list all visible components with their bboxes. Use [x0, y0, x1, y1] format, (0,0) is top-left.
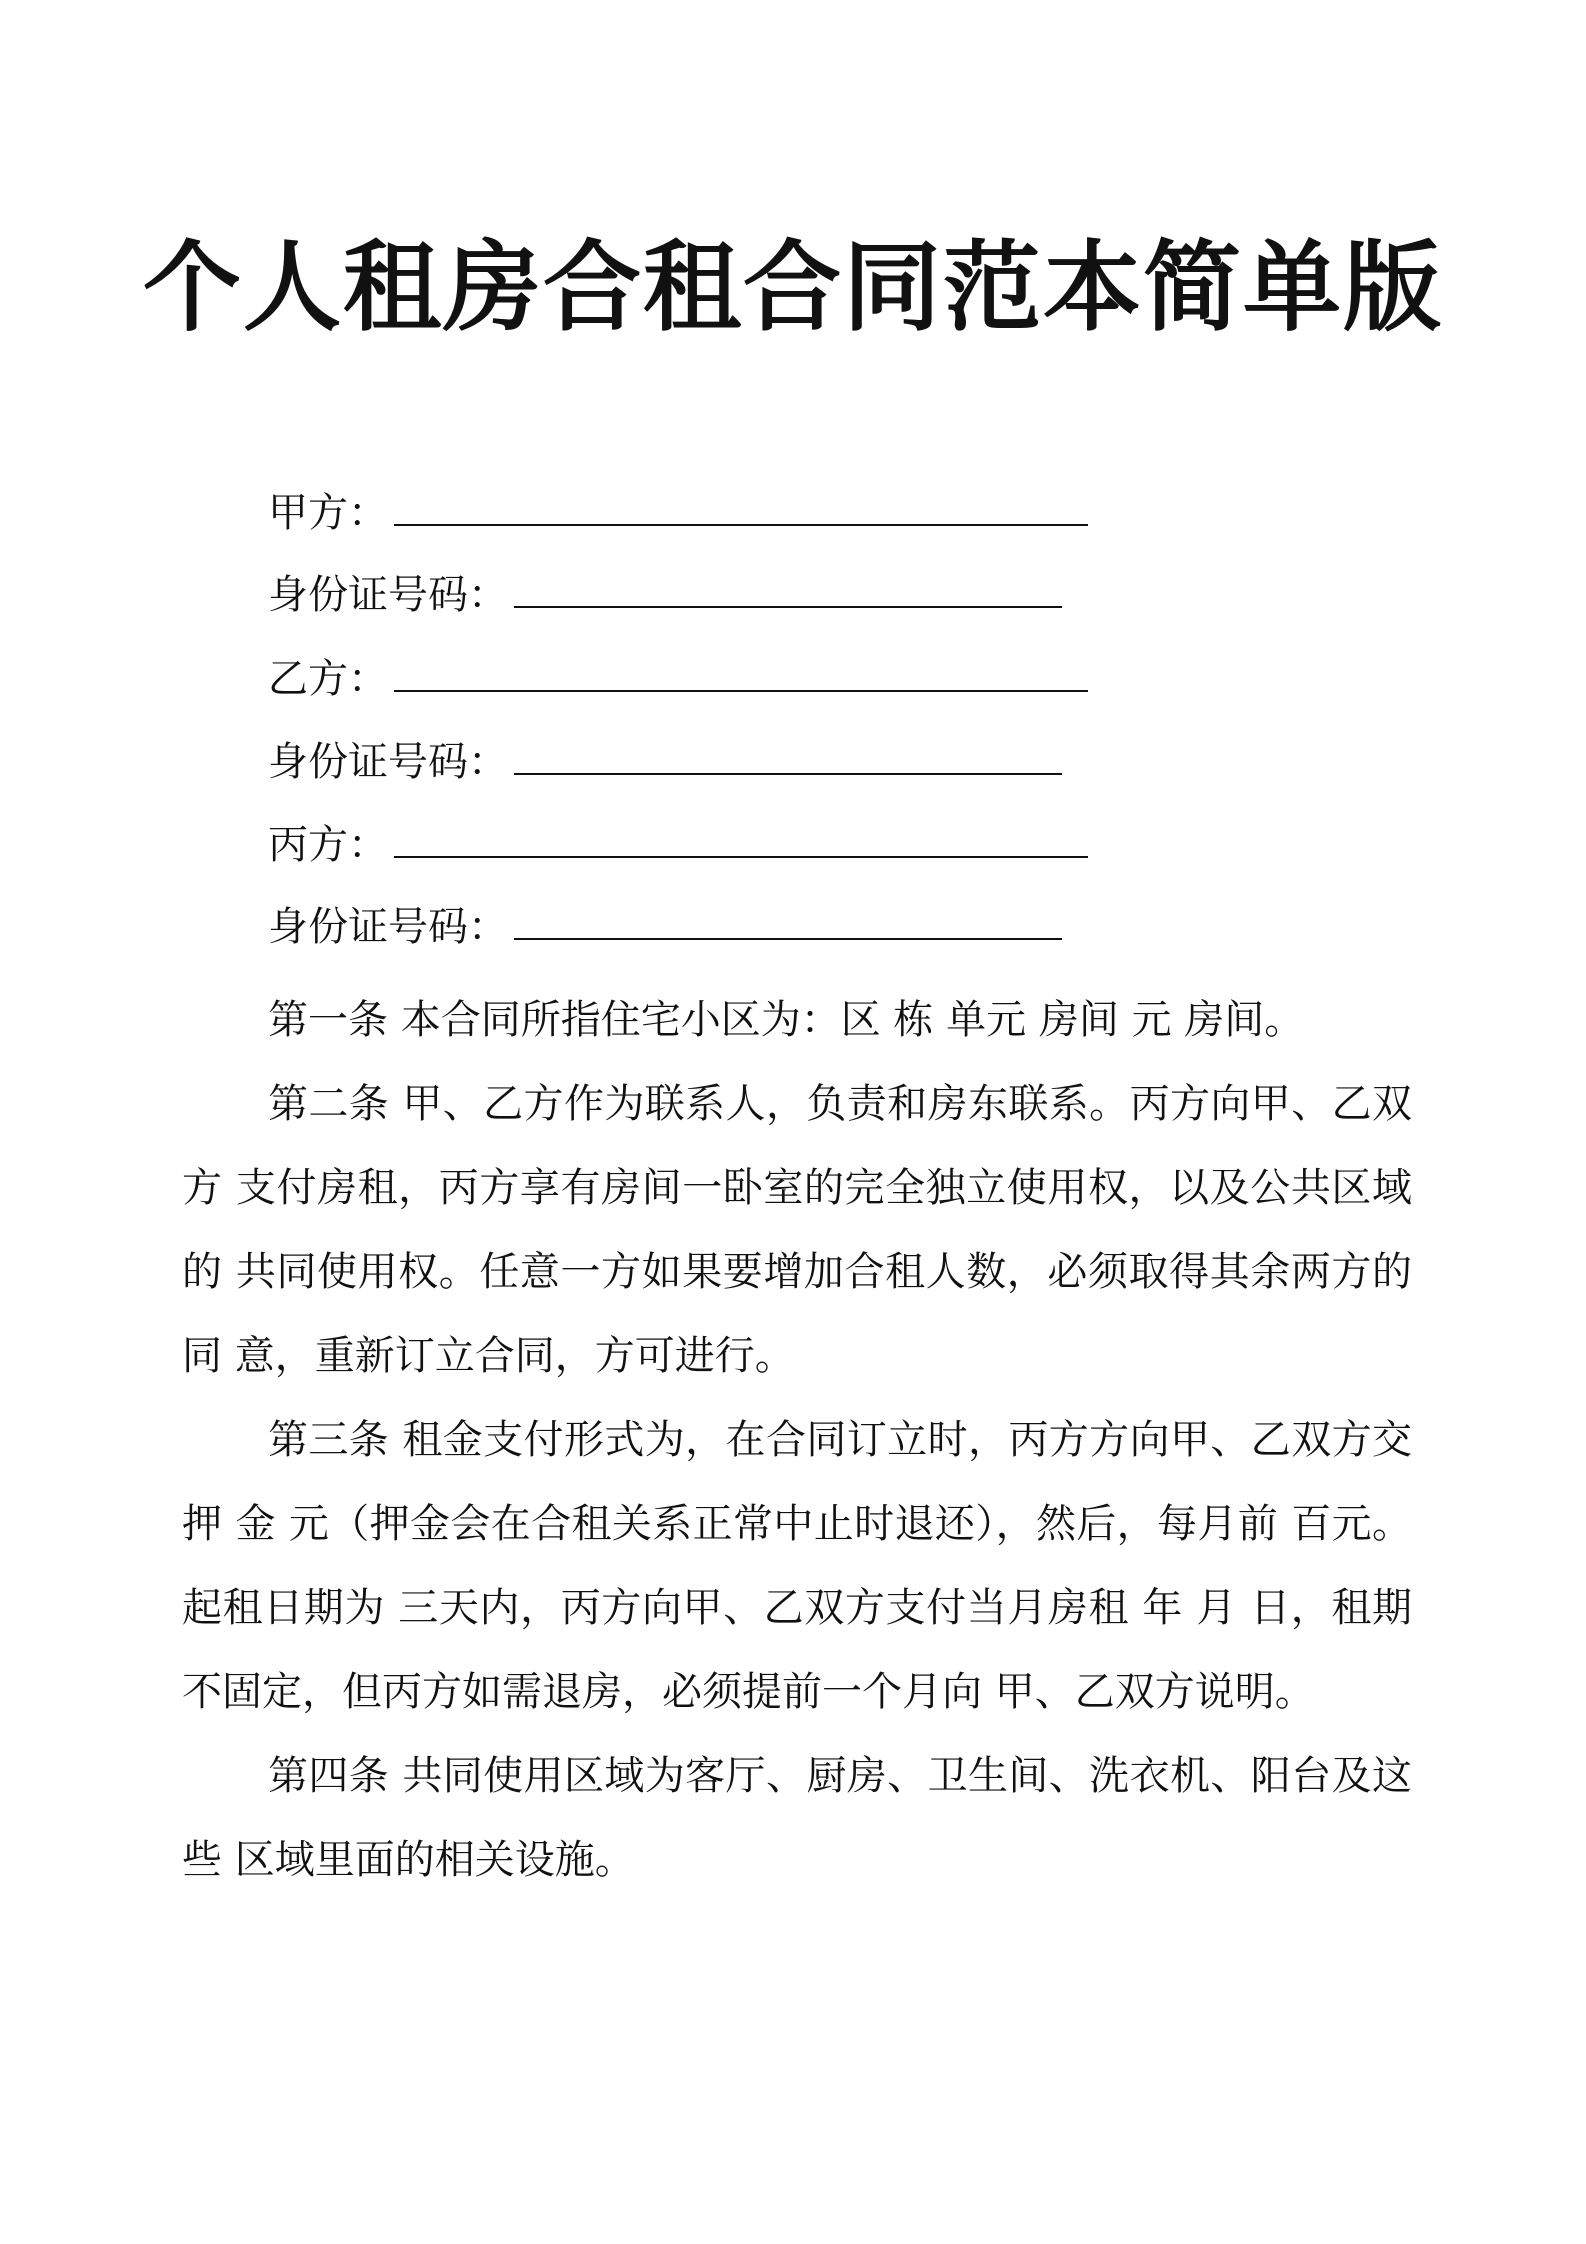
party-c-blank: [394, 816, 1088, 858]
party-c-line: [268, 816, 1088, 873]
party-b-label: 乙方：: [268, 656, 388, 702]
clause-3: 第三条 租金支付形式为，在合同订立时，丙方方向甲、乙双方交押 金 元（押金会在合租关系正常中止时退还），然后，每月前 百元。起租日期为 三天内，丙方向甲、乙双方支付当月房租 年 月 日，租期不固定，但丙方如需退房，必须提前一个月向 甲、乙双方说明。: [182, 1417, 1412, 1715]
party-b-id-label: 身份证号码：: [268, 739, 508, 785]
party-b-id-line: [268, 733, 1062, 790]
party-c-id-blank: [514, 898, 1062, 940]
party-c-id-label: 身份证号码：: [268, 904, 508, 950]
party-b-line: [268, 650, 1088, 707]
clause-2: 第二条 甲、乙方作为联系人，负责和房东联系。丙方向甲、乙双方 支付房租，丙方享有房间一卧室的完全独立使用权，以及公共区域的 共同使用权。任意一方如果要增加合租人数，必须取得其余两方的同 意，重新订立合同，方可进行。: [182, 1081, 1412, 1379]
party-a-label: 甲方：: [268, 490, 388, 536]
contract-clauses: [182, 978, 1412, 1902]
party-c-id-line: [268, 898, 1062, 955]
party-a-id-blank: [514, 566, 1062, 608]
party-a-blank: [394, 484, 1088, 526]
document-title: 个人租房合租合同范本简单版: [142, 231, 1443, 345]
party-c-label: 丙方：: [268, 822, 388, 868]
party-a-id-line: [268, 566, 1062, 623]
clause-1: 第一条 本合同所指住宅小区为：区 栋 单元 房间 元 房间。: [268, 997, 1305, 1043]
party-a-line: [268, 484, 1088, 541]
party-b-id-blank: [514, 733, 1062, 775]
party-a-id-label: 身份证号码：: [268, 572, 508, 618]
clause-4: 第四条 共同使用区域为客厅、厨房、卫生间、洗衣机、阳台及这些 区域里面的相关设施。: [182, 1753, 1412, 1883]
party-b-blank: [394, 650, 1088, 692]
